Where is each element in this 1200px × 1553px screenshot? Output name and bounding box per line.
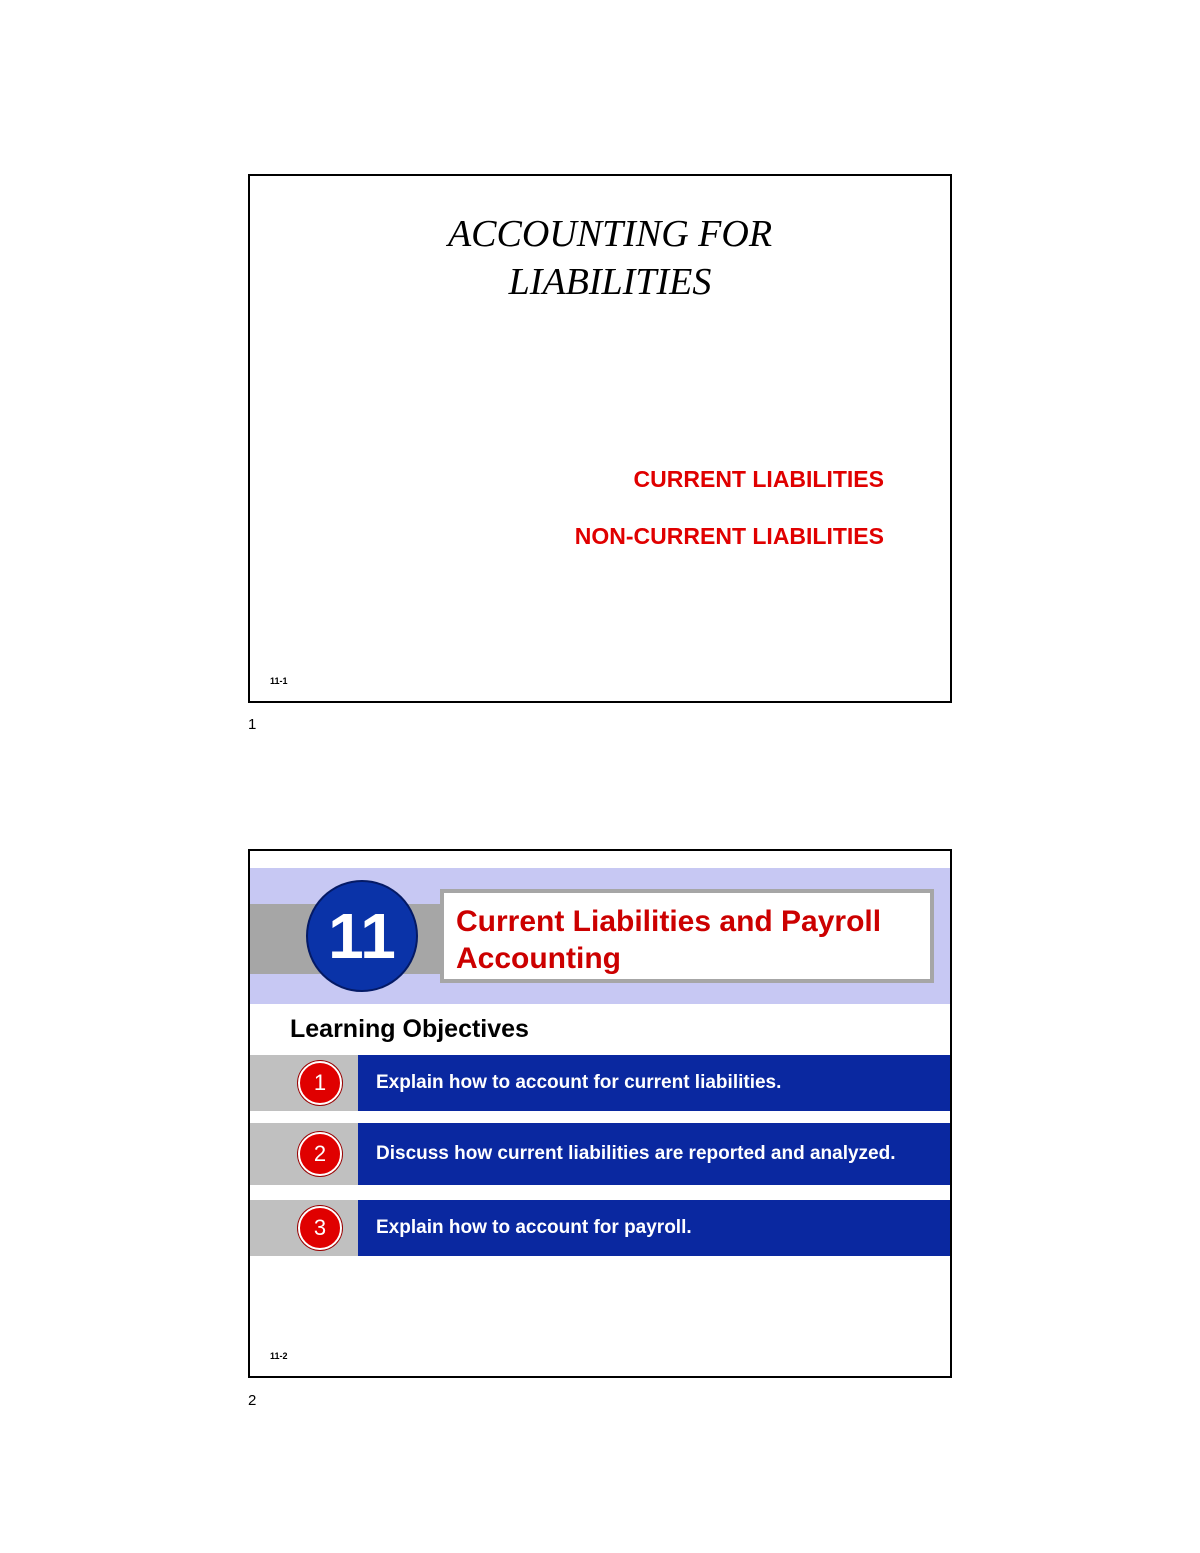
- learning-objectives-heading: Learning Objectives: [290, 1015, 529, 1043]
- slide-number: 11-2: [270, 1351, 288, 1361]
- slide-1-title: [250, 210, 950, 306]
- objective-row: [250, 1123, 950, 1185]
- title-line-2: LIABILITIES: [508, 261, 712, 303]
- objective-number-badge: 1: [298, 1061, 342, 1105]
- objective-number-badge: 3: [298, 1206, 342, 1250]
- chapter-title-box: [440, 889, 934, 983]
- subtitle-current-liabilities: CURRENT LIABILITIES: [633, 466, 884, 492]
- objective-text: Discuss how current liabilities are reported and analyzed.: [358, 1123, 950, 1185]
- objective-text: Explain how to account for payroll.: [358, 1200, 950, 1256]
- chapter-title: Current Liabilities and Payroll Accounting: [456, 905, 882, 975]
- slide-2: [248, 849, 952, 1378]
- chapter-number-badge: 11: [306, 880, 418, 992]
- subtitle-non-current-liabilities: NON-CURRENT LIABILITIES: [574, 523, 884, 549]
- objective-row: [250, 1200, 950, 1256]
- page-number: 1: [248, 716, 257, 733]
- slide-number: 11-1: [270, 676, 288, 686]
- page-number: 2: [248, 1392, 257, 1409]
- title-line-1: ACCOUNTING FOR: [447, 213, 773, 255]
- objective-number-badge: 2: [298, 1132, 342, 1176]
- objective-text: Explain how to account for current liabilities.: [358, 1055, 950, 1111]
- objective-row: [250, 1055, 950, 1111]
- slide-1: [248, 174, 952, 703]
